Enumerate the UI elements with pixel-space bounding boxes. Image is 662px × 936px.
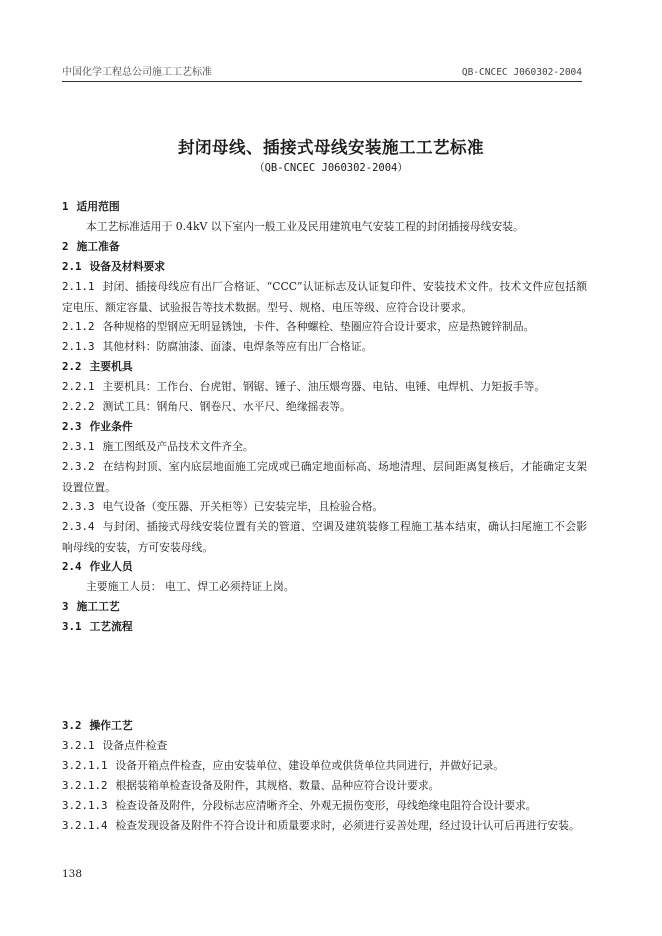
section-3-2-1-2: 3.2.1.2 根据装箱单检查设备及附件，其规格、数量、品种应符合设计要求。 (62, 779, 440, 792)
section-2-3-1: 2.3.1 施工图纸及产品技术文件齐全。 (62, 440, 254, 453)
document-code: （QB-CNCEC J060302-2004） (254, 162, 408, 174)
section-2-2: 2.2 主要机具 (62, 360, 133, 373)
section-3-2-1: 3.2.1 设备点件检查 (62, 739, 168, 752)
section-3-2: 3.2 操作工艺 (62, 719, 133, 732)
section-3-2-1-3: 3.2.1.3 检查设备及附件，分段标志应清晰齐全、外观无损伤变形，母线绝缘电阻符合设计要求。 (62, 799, 537, 812)
section-2-4: 2.4 作业人员 (62, 560, 133, 573)
section-1-text: 本工艺标准适用于 0.4kV 以下室内一般工业及民用建筑电气安装工程的封闭插接母线安装。 (86, 220, 524, 233)
section-2-3-4: 2.3.4 与封闭、插接式母线安装位置有关的管道、空调及建筑装修工程施工基本结束，确认扫尾施工不会影响母线的安装，方可安装母线。 (62, 520, 587, 554)
section-2-3-2: 2.3.2 在结构封顶、室内底层地面施工完成或已确定地面标高、场地清理、层间距离复核后，才能确定支架设置位置。 (62, 460, 587, 494)
header-right: QB-CNCEC J060302-2004 (461, 67, 582, 78)
section-2-1-1: 2.1.1 封闭、插接母线应有出厂合格证、“CCC”认证标志及认证复印件、安装技术文件。技术文件应包括额定电压、额定容量、试验报告等技术数据。型号、规格、电压等级、应符合设计要求。 (62, 280, 587, 314)
section-2-2-1: 2.2.1 主要机具：工作台、台虎钳、钢锯、锤子、油压煨弯器、电钻、电锤、电焊机、力矩扳手等。 (62, 380, 546, 393)
header-left: 中国化学工程总公司施工工艺标准 (62, 67, 212, 78)
section-3-2-1-4: 3.2.1.4 检查发现设备及附件不符合设计和质量要求时，必须进行妥善处理，经过设计认可后再进行安装。 (62, 819, 580, 832)
page-number: 138 (62, 868, 83, 880)
document-title: 封闭母线、插接式母线安装施工工艺标准 (178, 138, 484, 157)
section-2-1-3: 2.1.3 其他材料：防腐油漆、面漆、电焊条等应有出厂合格证。 (62, 340, 373, 353)
section-3-1: 3.1 工艺流程 (62, 620, 133, 633)
section-3: 3 施工工艺 (62, 600, 120, 613)
section-2-3-3: 2.3.3 电气设备（变压器、开关柜等）已安装完毕，且检验合格。 (62, 500, 384, 513)
page-header (62, 62, 582, 82)
section-2-3: 2.3 作业条件 (62, 420, 133, 433)
section-2-1-2: 2.1.2 各种规格的型钢应无明显锈蚀，卡件、各种螺栓、垫圈应符合设计要求，应是热镀锌制品。 (62, 320, 535, 333)
section-1: 1 适用范围 (62, 200, 120, 213)
section-2-1: 2.1 设备及材料要求 (62, 260, 166, 273)
section-2: 2 施工准备 (62, 240, 120, 253)
section-3-2-1-1: 3.2.1.1 设备开箱点件检查，应由安装单位、建设单位或供货单位共同进行，并做好记录。 (62, 759, 505, 772)
section-2-2-2: 2.2.2 测试工具：钢角尺、钢卷尺、水平尺、绝缘摇表等。 (62, 400, 351, 413)
section-2-4-text: 主要施工人员： 电工、焊工必须持证上岗。 (86, 580, 295, 593)
